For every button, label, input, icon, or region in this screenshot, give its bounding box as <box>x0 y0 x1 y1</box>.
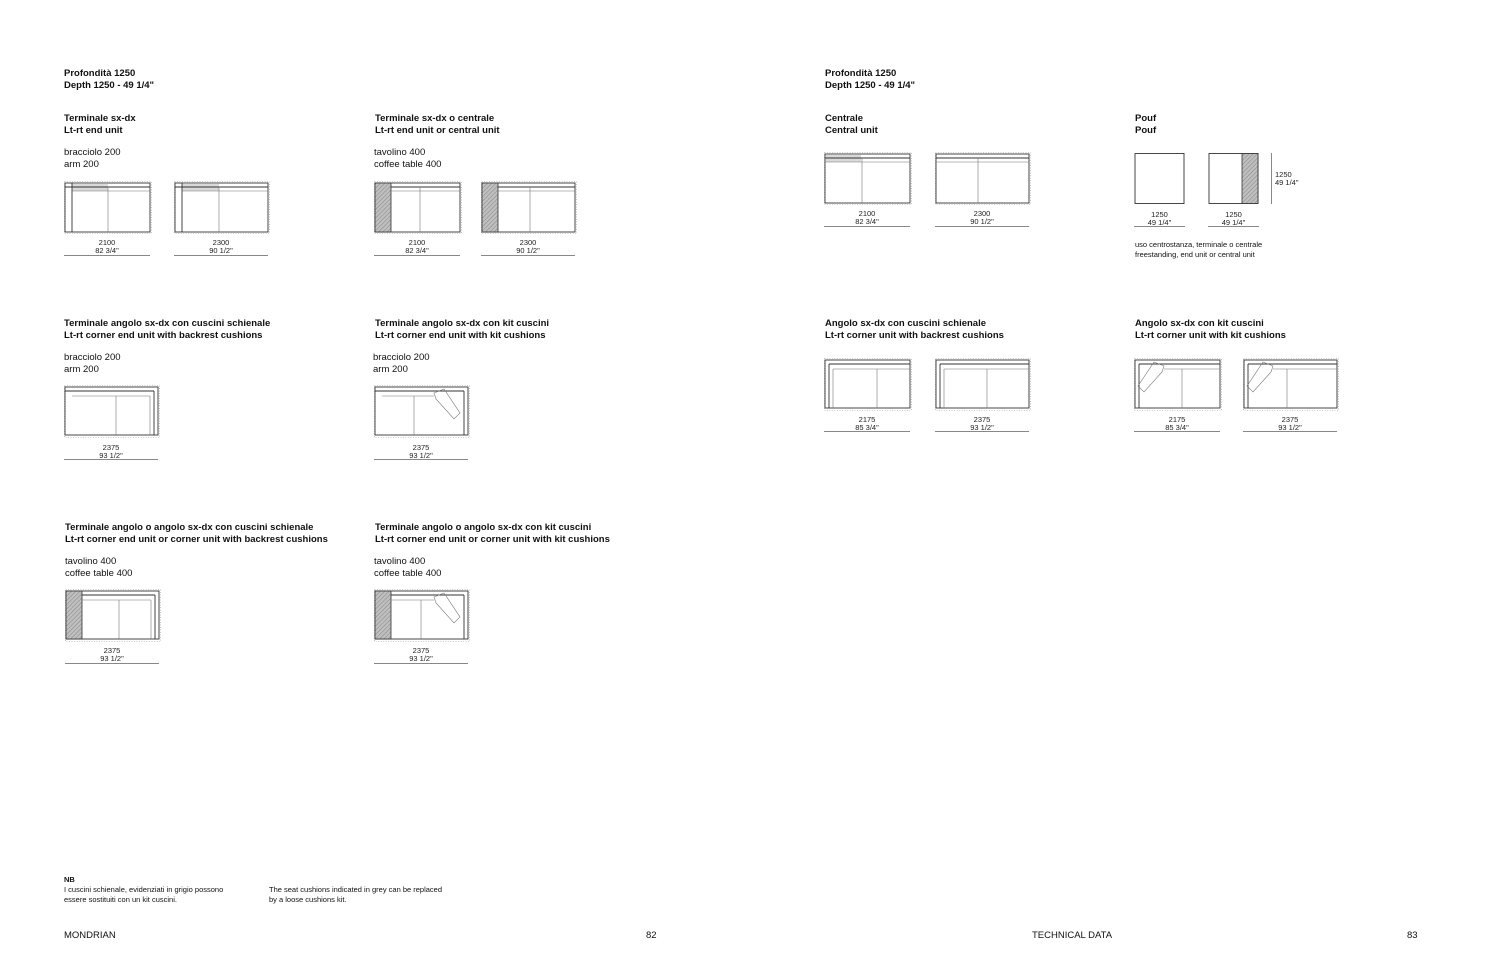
dim-in: 93 1/2" <box>99 451 123 460</box>
sofa-drawing-table-2300 <box>481 181 577 235</box>
section-title-it: Angolo sx-dx con cuscini schienale <box>825 318 987 329</box>
depth-title-en: Depth 1250 - 49 1/4" <box>825 79 916 91</box>
dimension-label <box>824 210 910 226</box>
pouf-drawing-table <box>1208 152 1260 206</box>
sofa-drawing-corner-end-backrest <box>64 385 160 439</box>
right-depth-title <box>825 68 915 91</box>
dim-in: 82 3/4" <box>855 217 879 226</box>
subtitle-en: arm 200 <box>64 363 99 375</box>
section-title-it: Terminale angolo sx-dx con cuscini schienale <box>64 318 271 329</box>
sofa-drawing-corner-backrest-2375 <box>935 358 1031 412</box>
nb-label: NB <box>64 875 75 884</box>
dimension-label <box>174 239 268 255</box>
pouf-side-dimension <box>1275 171 1299 187</box>
section-title-it: Terminale angolo sx-dx con kit cuscini <box>375 318 550 329</box>
dim-mm: 1250 <box>1275 170 1292 179</box>
section-title-en: Lt-rt corner end unit with backrest cushions <box>64 329 263 341</box>
pouf-usage-note <box>1135 240 1262 260</box>
section-subtitle <box>64 147 121 170</box>
dim-mm: 2100 <box>858 209 876 218</box>
subtitle-it: tavolino 400 <box>374 147 426 158</box>
dimension-line <box>374 663 468 664</box>
dimension-label <box>1208 211 1259 227</box>
nb-it-line-2: essere sostituiti con un kit cuscini. <box>64 895 177 904</box>
dimension-label <box>65 647 159 663</box>
dim-mm: 2375 <box>412 443 430 452</box>
sofa-drawing-central-2100 <box>824 152 912 206</box>
subtitle-en: coffee table 400 <box>65 567 133 579</box>
subtitle-en: coffee table 400 <box>374 158 442 170</box>
sofa-drawing-end-unit-2100 <box>64 181 152 235</box>
sofa-drawing-corner-backrest-2175 <box>824 358 912 412</box>
dimension-label <box>1134 211 1185 227</box>
nb-note-en <box>269 885 442 905</box>
section-title-it: Angolo sx-dx con kit cuscini <box>1135 318 1264 329</box>
dim-in: 49 1/4" <box>1147 218 1172 227</box>
nb-it-line-1: I cuscini schienale, evidenziati in grigio possono <box>64 885 224 894</box>
dim-in: 93 1/2" <box>970 423 994 432</box>
dim-in: 90 1/2" <box>516 246 540 255</box>
dimension-line <box>1208 226 1259 227</box>
note-en: freestanding, end unit or central unit <box>1135 250 1255 259</box>
dimension-label <box>374 647 468 663</box>
dimension-label <box>1243 416 1337 432</box>
dimension-label <box>481 239 575 255</box>
subtitle-it: tavolino 400 <box>374 556 426 567</box>
nb-en-line-2: by a loose cushions kit. <box>269 895 347 904</box>
nb-en-line-1: The seat cushions indicated in grey can be replaced <box>269 885 443 894</box>
section-title-en: Lt-rt corner end unit or corner unit with backrest cushions <box>65 533 328 545</box>
dimension-line <box>935 226 1029 227</box>
section-title-corner-or-end-backrest <box>65 522 328 545</box>
dimension-line <box>1134 226 1185 227</box>
subtitle-it: bracciolo 200 <box>373 352 430 363</box>
subtitle-en: arm 200 <box>64 158 99 170</box>
page-number-left: 82 <box>646 930 657 941</box>
dimension-line <box>65 663 159 664</box>
dim-in: 82 3/4" <box>405 246 429 255</box>
section-title-en: Lt-rt corner unit with kit cushions <box>1135 329 1286 341</box>
section-title-it: Terminale angolo o angolo sx-dx con cuscini schienale <box>65 522 314 533</box>
subtitle-it: bracciolo 200 <box>64 352 121 363</box>
dimension-line <box>374 255 460 256</box>
section-title-en: Central unit <box>825 124 878 136</box>
dimension-label <box>374 239 460 255</box>
dim-mm: 2375 <box>1281 415 1299 424</box>
note-it: uso centrostanza, terminale o centrale <box>1135 240 1263 249</box>
section-title-corner-end-backrest <box>64 318 270 341</box>
subtitle-it: bracciolo 200 <box>64 147 121 158</box>
footer-section-label: TECHNICAL DATA <box>1032 930 1113 941</box>
dimension-line <box>64 459 158 460</box>
dimension-label <box>1134 416 1220 432</box>
dimension-line <box>935 431 1029 432</box>
sofa-drawing-central-2300 <box>935 152 1031 206</box>
section-title-corner-end-kit <box>375 318 549 341</box>
dim-mm: 2300 <box>212 238 230 247</box>
section-subtitle <box>374 556 441 579</box>
dimension-line <box>824 226 910 227</box>
nb-note <box>64 875 223 905</box>
dim-mm: 2100 <box>98 238 116 247</box>
dim-in: 93 1/2" <box>409 451 433 460</box>
dim-mm: 2175 <box>858 415 876 424</box>
section-subtitle <box>65 556 132 579</box>
dimension-label <box>935 210 1029 226</box>
dim-mm: 2100 <box>408 238 426 247</box>
section-title-it: Terminale sx-dx <box>64 113 136 124</box>
section-title-end-unit <box>64 113 136 136</box>
dimension-label <box>64 239 150 255</box>
section-title-end-or-central <box>375 113 500 136</box>
sofa-drawing-corner-end-kit <box>374 385 470 439</box>
dim-mm: 2375 <box>973 415 991 424</box>
dimension-line <box>374 459 468 460</box>
dimension-line <box>824 431 910 432</box>
pouf-side-dimension-line <box>1271 153 1272 204</box>
dim-mm: 2375 <box>103 646 121 655</box>
subtitle-en: coffee table 400 <box>374 567 442 579</box>
section-subtitle <box>374 147 441 170</box>
sofa-drawing-corner-or-end-kit <box>374 589 470 643</box>
section-title-it: Centrale <box>825 113 864 124</box>
section-title-it: Terminale sx-dx o centrale <box>375 113 495 124</box>
depth-title-it: Profondità 1250 <box>825 68 897 79</box>
page-number-right: 83 <box>1407 930 1418 941</box>
section-subtitle <box>64 352 121 375</box>
dimension-line <box>1134 431 1220 432</box>
depth-title-it: Profondità 1250 <box>64 68 136 79</box>
dimension-line <box>64 255 150 256</box>
dim-in: 90 1/2" <box>970 217 994 226</box>
dimension-label <box>824 416 910 432</box>
sofa-drawing-corner-or-end-backrest <box>65 589 161 643</box>
section-title-en: Lt-rt corner end unit or corner unit with kit cushions <box>375 533 610 545</box>
left-depth-title <box>64 68 154 91</box>
depth-title-en: Depth 1250 - 49 1/4" <box>64 79 155 91</box>
sofa-drawing-corner-kit-2175 <box>1134 358 1222 412</box>
dim-mm: 2300 <box>973 209 991 218</box>
subtitle-it: tavolino 400 <box>65 556 117 567</box>
dim-in: 82 3/4" <box>95 246 119 255</box>
sofa-drawing-corner-kit-2375 <box>1243 358 1339 412</box>
section-title-it: Pouf <box>1135 113 1157 124</box>
sofa-drawing-end-unit-2300 <box>174 181 270 235</box>
dim-mm: 2375 <box>412 646 430 655</box>
dim-in: 90 1/2" <box>209 246 233 255</box>
dimension-label <box>64 444 158 460</box>
section-title-it: Terminale angolo o angolo sx-dx con kit cuscini <box>375 522 592 533</box>
dimension-line <box>481 255 575 256</box>
dim-in: 49 1/4" <box>1221 218 1246 227</box>
footer-brand: MONDRIAN <box>64 930 116 941</box>
dim-mm: 2300 <box>519 238 537 247</box>
dim-in: 85 3/4" <box>855 423 879 432</box>
dim-in: 93 1/2" <box>409 654 433 663</box>
dimension-line <box>1243 431 1337 432</box>
dim-mm: 2175 <box>1168 415 1186 424</box>
subtitle-en: arm 200 <box>373 363 408 375</box>
section-title-en: Lt-rt end unit or central unit <box>375 124 500 136</box>
section-title-en: Pouf <box>1135 124 1157 136</box>
dimension-line <box>174 255 268 256</box>
dim-in: 93 1/2" <box>100 654 124 663</box>
dimension-label <box>935 416 1029 432</box>
dim-mm: 2375 <box>102 443 120 452</box>
pouf-drawing-plain <box>1134 152 1186 206</box>
section-title-pouf <box>1135 113 1156 136</box>
dim-mm: 1250 <box>1151 210 1168 219</box>
section-title-en: Lt-rt end unit <box>64 124 123 136</box>
section-title-corner-backrest <box>825 318 1004 341</box>
dimension-label <box>374 444 468 460</box>
dim-in: 93 1/2" <box>1278 423 1302 432</box>
sofa-drawing-table-2100 <box>374 181 462 235</box>
section-subtitle <box>373 352 430 375</box>
section-title-central-unit <box>825 113 878 136</box>
dim-in: 85 3/4" <box>1165 423 1189 432</box>
section-title-corner-or-end-kit <box>375 522 610 545</box>
dim-mm: 1250 <box>1225 210 1242 219</box>
dim-in: 49 1/4" <box>1275 178 1299 187</box>
section-title-en: Lt-rt corner end unit with kit cushions <box>375 329 546 341</box>
section-title-corner-kit <box>1135 318 1286 341</box>
section-title-en: Lt-rt corner unit with backrest cushions <box>825 329 1004 341</box>
